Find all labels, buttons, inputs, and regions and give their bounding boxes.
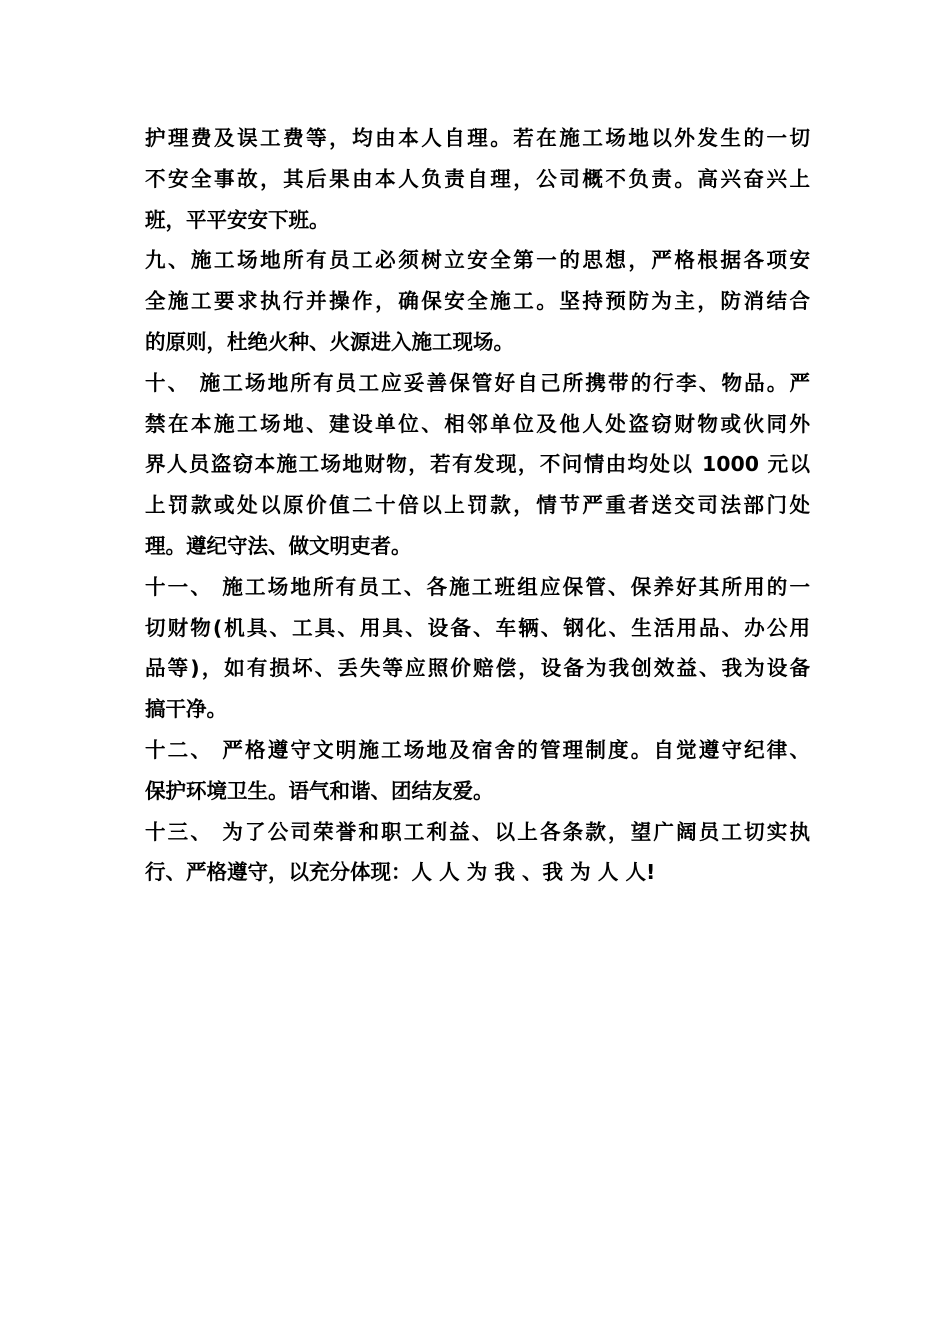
text-line: 禁在本施工场地、建设单位、相邻单位及他人处盗窃财物或伙同外 — [145, 411, 810, 436]
text-line: 切财物(机具、工具、用具、设备、车辆、钢化、生活用品、办公用 — [145, 615, 810, 640]
text-line: 保护环境卫生。语气和谐、团结友爱。 — [145, 778, 494, 803]
document-body — [145, 118, 810, 893]
text-line: 班，平平安安下班。 — [145, 207, 330, 232]
text-line: 界人员盗窃本施工场地财物，若有发现，不问情由均处以 1000 元以 — [145, 452, 810, 477]
text-line: 上罚款或处以原价值二十倍以上罚款，情节严重者送交司法部门处 — [145, 493, 810, 518]
text-line: 搞干净。 — [145, 697, 227, 722]
text-line: 理。遵纪守法、做文明吏者。 — [145, 533, 412, 558]
text-line: 十一、 施工场地所有员工、各施工班组应保管、保养好其所用的一 — [145, 574, 810, 599]
text-line: 品等)，如有损坏、丢失等应照价赔偿，设备为我创效益、我为设备 — [145, 656, 810, 681]
text-line: 十三、 为了公司荣誉和职工利益、以上各条款，望广阔员工切实执 — [145, 819, 810, 844]
text-line: 全施工要求执行并操作，确保安全施工。坚持预防为主，防消结合 — [145, 289, 810, 314]
text-line: 的原则，杜绝火种、火源进入施工现场。 — [145, 329, 514, 354]
text-line: 十、 施工场地所有员工应妥善保管好自己所携带的行李、物品。严 — [145, 370, 810, 395]
text-line: 不安全事故，其后果由本人负责自理，公司概不负责。高兴奋兴上 — [145, 166, 810, 191]
text-line: 九、施工场地所有员工必须树立安全第一的思想，严格根据各项安 — [145, 248, 810, 273]
text-line: 护理费及误工费等，均由本人自理。若在施工场地以外发生的一切 — [145, 126, 810, 150]
text-line: 十二、 严格遵守文明施工场地及宿舍的管理制度。自觉遵守纪律、 — [145, 737, 810, 762]
text-line: 行、严格遵守，以充分体现：人 人 为 我 、我 为 人 人! — [145, 860, 656, 885]
